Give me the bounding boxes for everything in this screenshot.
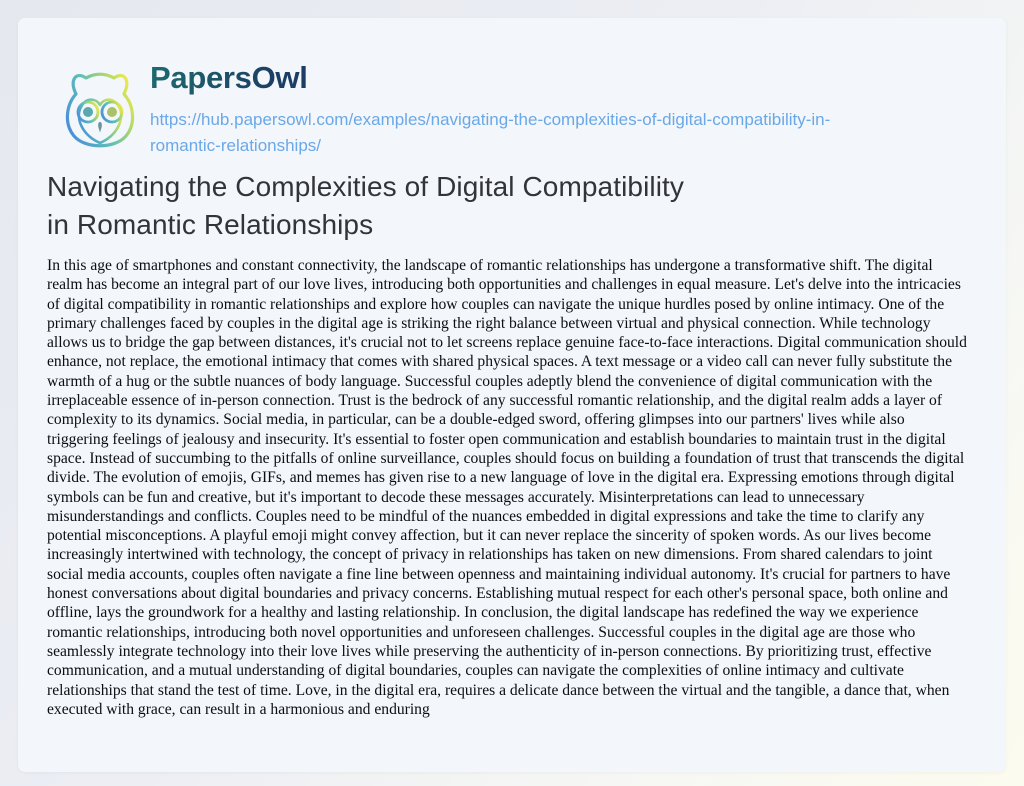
- content-card: [18, 18, 1006, 772]
- source-url-line-2: romantic-relationships/: [150, 136, 322, 155]
- article-title: [47, 168, 684, 244]
- article-title-line-2: in Romantic Relationships: [47, 209, 374, 240]
- brand-name: PapersOwl: [150, 60, 308, 95]
- papersowl-owl-logo-icon: [50, 64, 150, 164]
- source-url-line-1: https://hub.papersowl.com/examples/navigating-the-complexities-of-digital-compatibility-in-: [150, 110, 831, 129]
- article-title-line-1: Navigating the Complexities of Digital Compatibility: [47, 171, 685, 202]
- source-url-link[interactable]: [150, 107, 830, 159]
- article-body: In this age of smartphones and constant connectivity, the landscape of romantic relationships has undergone a transformative shift. The digital realm has become an integral part of our love lives, introducing both opportunities and challenges in equal measure. Let's delve into the intricacies of digital compatibility in romantic relationships and explore how couples can navigate the unique hurdles posed by online intimacy. One of the primary challenges faced by couples in the digital age is striking the right balance between virtual and physical connection. While technology allows us to bridge the gap between distances, it's crucial not to let screens replace genuine face-to-face interactions. Digital communication should enhance, not replace, the emotional intimacy that comes with shared physical spaces. A text message or a video call can never fully substitute the warmth of a hug or the subtle nuances of body language. Successful couples adeptly blend the convenience of digital communication with the irreplaceable essence of in-person connection. Trust is the bedrock of any successful romantic relationship, and the digital realm adds a layer of complexity to its dynamics. Social media, in particular, can be a double-edged sword, offering glimpses into our partners' lives while also triggering feelings of jealousy and insecurity. It's essential to foster open communication and establish boundaries to maintain trust in the digital space. Instead of succumbing to the pitfalls of online surveillance, couples should focus on building a foundation of trust that transcends the digital divide. The evolution of emojis, GIFs, and memes has given rise to a new language of love in the digital era. Expressing emotions through digital symbols can be fun and creative, but it's important to decode these messages accurately. Misinterpretations can lead to unnecessary misunderstandings and conflicts. Couples need to be mindful of the nuances embedded in digital expressions and take the time to clarify any potential misconceptions. A playful emoji might convey affection, but it can never replace the sincerity of spoken words. As our lives become increasingly intertwined with technology, the concept of privacy in relationships has taken on new dimensions. From shared calendars to joint social media accounts, couples often navigate a fine line between openness and maintaining individual autonomy. It's crucial for partners to have honest conversations about digital boundaries and privacy concerns. Establishing mutual respect for each other's personal space, both online and offline, lays the groundwork for a healthy and lasting relationship. In conclusion, the digital landscape has redefined the way we experience romantic relationships, introducing both novel opportunities and unforeseen challenges. Successful couples in the digital age are those who seamlessly integrate technology into their love lives while preserving the authenticity of in-person connections. By prioritizing trust, effective communication, and a mutual understanding of digital boundaries, couples can navigate the complexities of online intimacy and cultivate relationships that stand the test of time. Love, in the digital era, requires a delicate dance between the virtual and the tangible, a dance that, when executed with grace, can result in a harmonious and enduring: [47, 257, 967, 718]
